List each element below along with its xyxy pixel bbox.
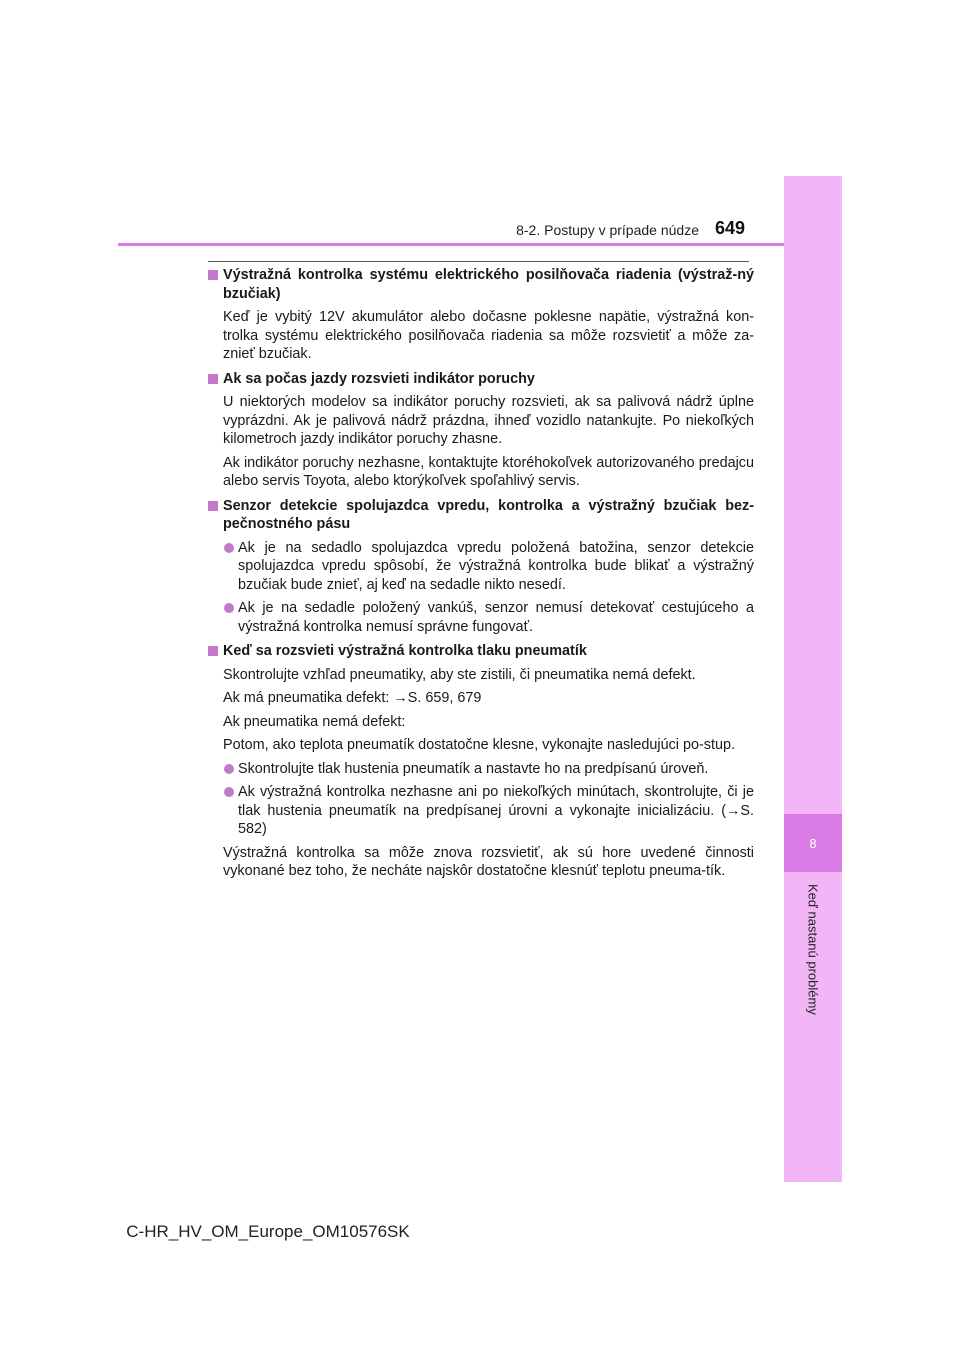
section-heading: Senzor detekcie spolujazdca vpredu, kontrolka a výstražný bzučiak bez-pečnostného pásu [208,497,754,534]
square-bullet-icon [208,646,218,656]
page-number: 649 [715,218,746,238]
document-id: C-HR_HV_OM_Europe_OM10576SK [126,1222,410,1241]
chapter-side-strip [784,176,842,1182]
chapter-title: Keď nastanú problémy [805,884,821,1015]
paragraph: Skontrolujte vzhľad pneumatiky, aby ste zistili, či pneumatika nemá defekt. [223,666,696,683]
page-content [208,266,754,887]
bullet-item: Ak je na sedadlo spolujazdca vpredu položená batožina, senzor detekcie spolujazdca vpredu spôsobí, že výstražná kontrolka bude blikať a výstražný bzučiak bude znieť, aj keď na sedadle nikto nesedí. [208,539,754,595]
footer [0,1222,960,1242]
round-bullet-icon [224,764,234,774]
square-bullet-icon [208,270,218,280]
paragraph: Výstražná kontrolka sa môže znova rozsvietiť, ak sú hore uvedené činnosti vykonané bez toho, že necháte najskôr dostatočne klesnúť teplotu pneuma-tík. [223,844,754,879]
paragraph: Ak indikátor poruchy nezhasne, kontaktujte ktoréhokoľvek autorizovaného predajcu alebo servis Toyota, alebo ktorýkoľvek spoľahlivý servis. [223,454,754,489]
round-bullet-icon [224,603,234,613]
square-bullet-icon [208,501,218,511]
paragraph: Keď je vybitý 12V akumulátor alebo dočasne poklesne napätie, výstražná kon-trolka systému elektrického posilňovača riadenia sa môže rozsvietiť a môže za-znieť bzučiak. [223,309,754,362]
section [208,266,754,364]
paragraph: Ak pneumatika nemá defekt: [223,713,406,730]
chapter-number-tab [784,814,842,872]
round-bullet-icon [224,787,234,797]
header-title: 8-2. Postupy v prípade núdze [516,222,699,238]
bullet-item: Ak výstražná kontrolka nezhasne ani po niekoľkých minútach, skontrolujte, či je tlak hustenia pneumatík na predpísanej úrovni a vykonajte inicializáciu. (→S. 582) [208,783,754,839]
section-heading: Ak sa počas jazdy rozsvieti indikátor poruchy [208,370,754,389]
section-heading: Keď sa rozsvieti výstražná kontrolka tlaku pneumatík [208,642,754,661]
paragraph: Potom, ako teplota pneumatík dostatočne klesne, vykonajte nasledujúci po-stup. [223,737,735,753]
section-heading: Výstražná kontrolka systému elektrického posilňovača riadenia (výstraž-ný bzučiak) [208,266,754,303]
section-divider [208,261,749,262]
chapter-number: 8 [809,835,817,851]
header-divider [118,243,784,246]
bullet-item: Ak je na sedadle položený vankúš, senzor nemusí detekovať cestujúceho a výstražná kontrolka nemusí správne fungovať. [208,599,754,636]
section [208,370,754,491]
chapter-side-label [799,884,827,1015]
section [208,642,754,881]
paragraph: Ak má pneumatika defekt: →S. 659, 679 [223,690,482,706]
bullet-item: Skontrolujte tlak hustenia pneumatík a nastavte ho na predpísanú úroveň. [208,760,754,779]
square-bullet-icon [208,374,218,384]
paragraph: U niektorých modelov sa indikátor poruchy rozsvieti, ak sa palivová nádrž úplne vyprázdni. Ak je palivová nádrž prázdna, ihneď vozidlo natankujte. Po niekoľkých kilometroch jazdy indikátor poruchy zhasne. [223,394,754,447]
round-bullet-icon [224,543,234,553]
section [208,497,754,637]
